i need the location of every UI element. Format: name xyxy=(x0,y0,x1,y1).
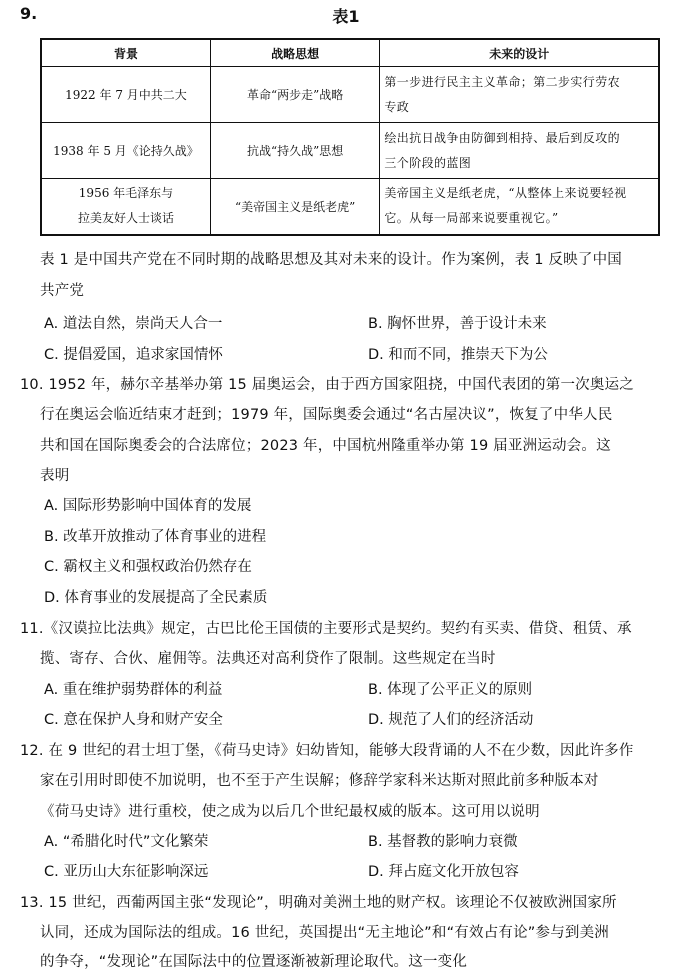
question-11-stem: 揽、寄存、合伙、雇佣等。法典还对高利贷作了限制。这些规定在当时 xyxy=(40,651,496,667)
question-10-stem: 10. 1952 年，赫尔辛基举办第 15 届奥运会，由于西方国家阻挠，中国代表团的第一次奥运之 xyxy=(20,377,634,393)
question-10-stem: 共和国在国际奥委会的合法席位；2023 年，中国杭州隆重举办第 19 届亚洲运动会。这 xyxy=(40,438,611,454)
option-a: A. 重在维护弱势群体的利益 xyxy=(44,682,223,698)
table-cell-background: 1938 年 5 月《论持久战》 xyxy=(41,123,210,179)
option-d: D. 体育事业的发展提高了全民素质 xyxy=(44,590,268,606)
table-cell-thought: 革命“两步走”战略 xyxy=(210,67,379,123)
question-13-stem: 认同，还成为国际法的组成。16 世纪，英国提出“无主地论”和“有效占有论”参与到美洲 xyxy=(40,925,610,941)
option-d: D. 和而不同，推崇天下为公 xyxy=(368,347,548,363)
table-cell-background: 1922 年 7 月中共二大 xyxy=(41,67,210,123)
question-10-stem: 表明 xyxy=(40,468,70,484)
option-c: C. 意在保护人身和财产安全 xyxy=(44,712,223,728)
table-row xyxy=(41,123,659,179)
option-d: D. 规范了人们的经济活动 xyxy=(368,712,534,728)
option-c: C. 提倡爱国，追求家国情怀 xyxy=(44,347,223,363)
question-13-stem: 的争夺，“发现论”在国际法中的位置逐渐被新理论取代。这一变化 xyxy=(40,954,468,970)
question-10-stem: 行在奥运会临近结束才赶到；1979 年，国际奥委会通过“名古屋决议”，恢复了中华人民 xyxy=(40,407,613,423)
table-cell-design: 绘出抗日战争由防御到相持、最后到反攻的 三个阶段的蓝图 xyxy=(380,123,659,179)
strategy-table xyxy=(40,38,660,236)
option-d: D. 拜占庭文化开放包容 xyxy=(368,864,519,880)
table-header-cell: 战略思想 xyxy=(210,39,379,67)
table-cell-design: 美帝国主义是纸老虎，“从整体上来说要轻视 它。从每一局部来说要重视它。” xyxy=(380,179,659,235)
question-13-stem: 13. 15 世纪，西葡两国主张“发现论”，明确对美洲土地的财产权。该理论不仅被欧洲国家所 xyxy=(20,895,617,911)
table-row xyxy=(41,67,659,123)
table-cell-design: 第一步进行民主主义革命；第二步实行劳农 专政 xyxy=(380,67,659,123)
question-11-stem: 11.《汉谟拉比法典》规定，古巴比伦王国债的主要形式是契约。契约有买卖、借贷、租赁、承 xyxy=(20,621,632,637)
option-b: B. 基督教的影响力衰微 xyxy=(368,834,518,850)
option-b: B. 体现了公平正义的原则 xyxy=(368,682,533,698)
question-9-number: 9. xyxy=(20,4,38,23)
question-12-stem: 12. 在 9 世纪的君士坦丁堡，《荷马史诗》妇幼皆知，能够大段背诵的人不在少数，因此许多作 xyxy=(20,743,634,759)
option-c: C. 霸权主义和强权政治仍然存在 xyxy=(44,559,252,575)
table-header-cell: 背景 xyxy=(41,39,210,67)
table-header-row xyxy=(41,39,659,67)
question-12-stem: 家在引用时即使不加说明，也不至于产生误解；修辞学家科米达斯对照此前多种版本对 xyxy=(40,773,599,789)
option-b: B. 胸怀世界，善于设计未来 xyxy=(368,316,547,332)
question-12-stem: 《荷马史诗》进行重校，使之成为以后几个世纪最权威的版本。这可用以说明 xyxy=(40,804,540,820)
option-a: A. 道法自然，崇尚天人合一 xyxy=(44,316,223,332)
table-cell-thought: “美帝国主义是纸老虎” xyxy=(210,179,379,235)
option-a: A. 国际形势影响中国体育的发展 xyxy=(44,498,252,514)
option-b: B. 改革开放推动了体育事业的进程 xyxy=(44,529,267,545)
table-row xyxy=(41,179,659,235)
table-cell-background: 1956 年毛泽东与 拉美友好人士谈话 xyxy=(41,179,210,235)
option-a: A. “希腊化时代”文化繁荣 xyxy=(44,834,209,850)
question-9-stem: 表 1 是中国共产党在不同时期的战略思想及其对未来的设计。作为案例，表 1 反映了中国 xyxy=(40,252,622,268)
option-c: C. 亚历山大东征影响深远 xyxy=(44,864,209,880)
table-header-cell: 未来的设计 xyxy=(380,39,659,67)
table-cell-thought: 抗战“持久战”思想 xyxy=(210,123,379,179)
table-title: 表1 xyxy=(332,7,360,26)
question-9-stem: 共产党 xyxy=(40,283,85,299)
